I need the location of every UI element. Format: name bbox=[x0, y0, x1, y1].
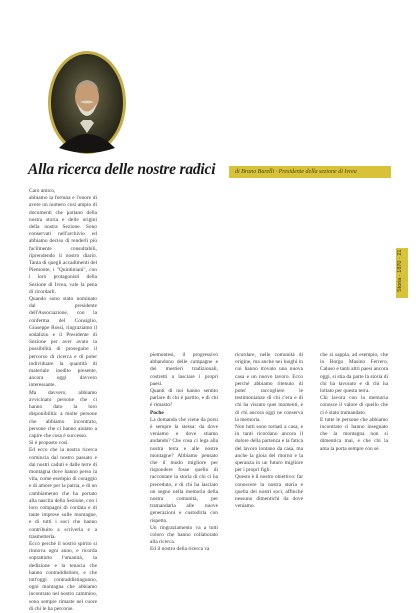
paragraph: Quanti di noi hanno sentito parlare di chi è partito, e di chi è rimasto? bbox=[150, 388, 218, 409]
column-1 bbox=[29, 188, 97, 612]
paragraph: La domanda che viene da porsi è sempre la stessa: da dove veniamo e dove stiamo andando? Che cosa ci lega alla nostra terra e alle nostre montagne? Abbiamo pensato che il modo migliore per rispondere fosse quello di raccontare la storia di chi ci ha preceduto, e di chi ha lasciato un segno nella memoria della nostra comunità, per tramandarla alle nuove generazioni e custodirla con rispetto. bbox=[150, 416, 218, 524]
paragraph: Non tutti sono tornati a casa, e in tanti ricordano ancora il dolore della partenza e la fatica del lavoro lontano da casa, ma anche la gioia del ritorno e la speranza in un futuro migliore per i propri figli. bbox=[235, 424, 303, 474]
column-3 bbox=[235, 352, 303, 580]
paragraph: E tutte le persone che abbiamo incontrato ci hanno insegnato che la montagna non si dimentica mai, e che chi la ama la porta sempre con sé. bbox=[320, 416, 388, 452]
paragraph: Ecco perché il nostro spirito si rinnova ogni anno, e ricorda soprattutto l'umanità, la dedizione e la tenacia che hanno contraddistinto, e che tutt'oggi contraddistinguono, ogni montagna che abbiamo incontrato nel nostro cammino, sono sempre rimaste nel cuore di chi le ha percorse. bbox=[29, 540, 97, 612]
subheading: Poche bbox=[150, 409, 164, 416]
paragraph: Ed il nostro della ricerca va bbox=[150, 546, 210, 553]
paragraph: Questo è il nostro obiettivo: far conoscere la nostra storia e quella dei nostri soci, affinché nessuno dimentichi da dove veniamo. bbox=[235, 474, 303, 510]
paragraph: Caro amico, bbox=[29, 188, 56, 194]
paragraph: abbiamo la fortuna e l'onore di avere un numero così ampio di documenti che parlano della nostra storia e delle origini della nostra Sezione. Sono conservati nell'archivio ed abbiamo deciso di renderli più facilmente consultabili, riprendendo il nostro diario. Tanta di quegli accadimenti del Piemonte, i "Quintiniani", con i loro protagonisti della Sezione di Ivrea, vale la pena di ricordarli. bbox=[29, 195, 97, 295]
paragraph: Quando sono stato nominato dal presidente dell'Associazione, con la conferma del Consiglio, Giuseppe Rossi, ringraziamo il sodalizio e il Presidente di Sezione per aver avuto la possibilità di proseguire il percorso di ricerca e di poter individuare la quantità di materiale inedito presente, ancora oggi davvero interessante. bbox=[29, 296, 97, 389]
paragraph: Un ringraziamento va a tutti coloro che hanno collaborato alla ricerca. bbox=[150, 524, 218, 546]
paragraph: che si sappia, ad esempio, che in Borgo Masino Ferrero, Caluso e tanti altri paesi ancora oggi, si stia da parte la storia di chi ha lavorato e di chi ha lottato per questa terra. bbox=[320, 352, 388, 395]
paragraph: Ma davvero, abbiamo avvicinato persone che ci hanno dato la loro disponibilità: a molte persone che abbiamo incontrato, persone che ci hanno aiutato a capire che cosa è successo. bbox=[29, 389, 97, 439]
paragraph: Ed ecco che la nostra ricerca comincia dal nostro passato e dai nostri caduti e dalle terre di montagna dove hanno perso la vita, come esempio di coraggio e di amore per la patria, e di un cambiamento che ha portato alla nascita della Sezione, con i loro compagni di cordata e di tante imprese sulle montagne, e di tutti i soci che hanno contribuito a scriverla e a trasmetterla. bbox=[29, 447, 97, 540]
portrait-photo bbox=[47, 50, 127, 155]
paragraph: Si è proposto così. bbox=[29, 440, 69, 447]
paragraph: ricordare, nelle comunità di origine, ma anche nei luoghi in cui hanno trovato una nuova casa e un nuovo lavoro. Ecco perché abbiamo ritenuto di poter raccogliere le testimonianze di chi c'era e di chi ha vissuto quei momenti, e di chi ancora oggi ne conserva la memoria. bbox=[235, 352, 303, 423]
column-2 bbox=[150, 352, 218, 580]
section-tab bbox=[396, 248, 408, 298]
paragraph: piemontesi, il progressivo abbandono delle campagne e dei mestieri tradizionali, costretti a lasciare i propri paesi. bbox=[150, 352, 218, 387]
section-tab-label: Storia · 1870 · 21 bbox=[397, 249, 403, 292]
article-byline: di Bruno Barelli · Presidente della sezione di Ivrea bbox=[229, 166, 391, 178]
column-4 bbox=[320, 352, 388, 487]
article-title: Alla ricerca delle nostre radici bbox=[28, 161, 216, 178]
paragraph: Chi lavora con la memoria conosce il valore di quello che ci è stato tramandato. bbox=[320, 395, 388, 416]
